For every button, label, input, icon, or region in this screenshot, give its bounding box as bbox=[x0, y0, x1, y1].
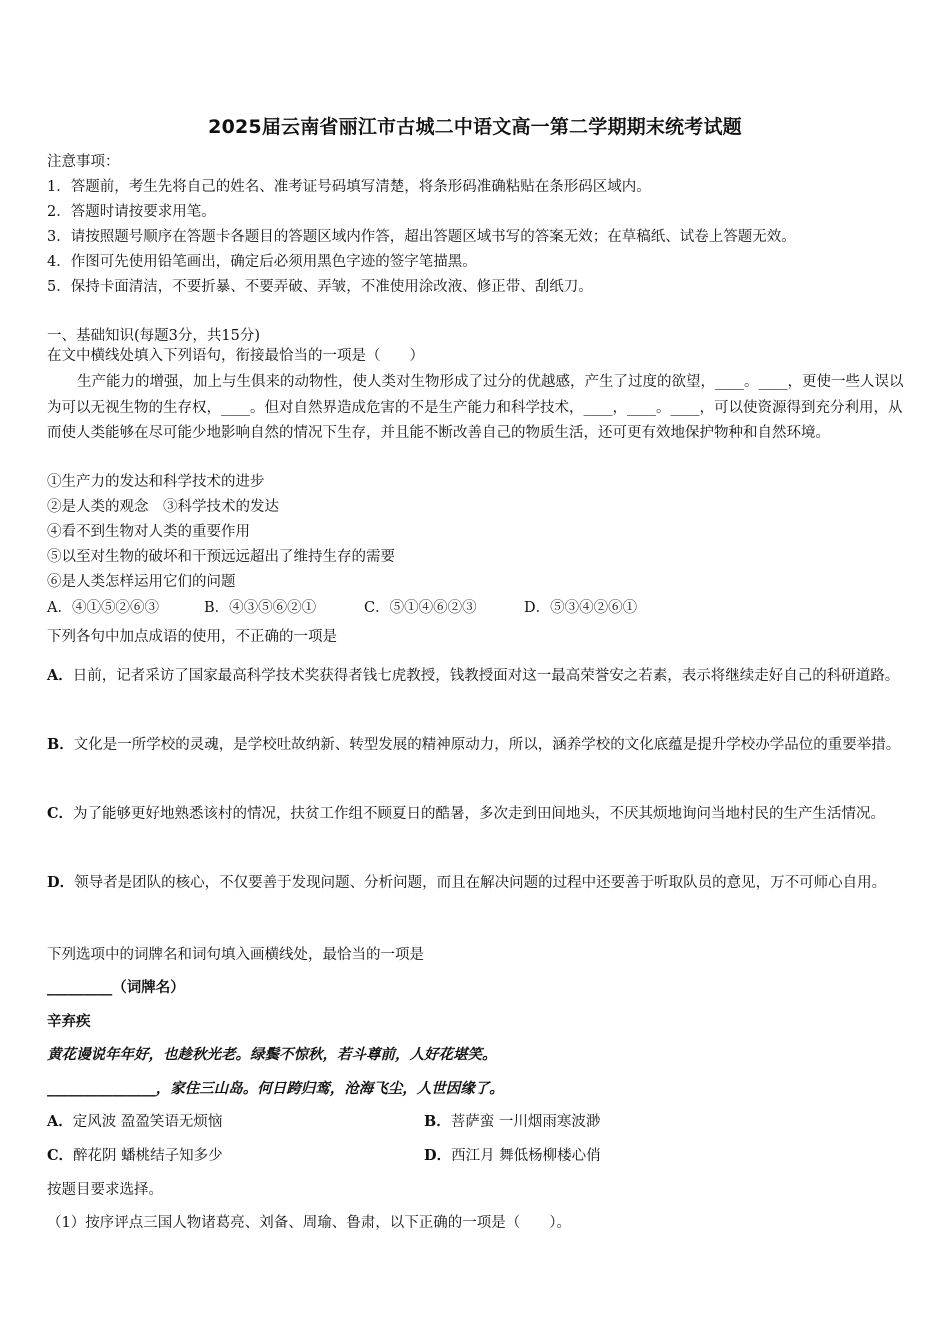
option-a[interactable]: A．定风波 盈盈笑语无烦恼 bbox=[47, 1113, 223, 1130]
question-2-option-b[interactable] bbox=[47, 726, 909, 764]
question-1-stem: 在文中横线处填入下列语句，衔接最恰当的一项是（ ） bbox=[47, 348, 424, 364]
option-label: A． bbox=[47, 667, 73, 684]
option-a[interactable]: A．④①⑤②⑥③ bbox=[47, 600, 159, 616]
option-b[interactable]: B．菩萨蛮 一川烟雨寒波渺 bbox=[424, 1113, 601, 1130]
notice-item: 5．保持卡面清洁，不要折暴、不要弄破、弄皱，不准使用涂改液、修正带、刮纸刀。 bbox=[47, 279, 593, 295]
question-3-verse: _______________，家住三山岛。何日跨归鸾，沧海飞尘，人世因缘了。 bbox=[47, 1080, 504, 1097]
notice-item: 3．请按照题号顺序在答题卡各题目的答题区域内作答，超出答题区域书写的答案无效；在草稿纸、试卷上答题无效。 bbox=[47, 229, 796, 245]
question-1-item: ②是人类的观念 ③科学技术的发达 bbox=[47, 499, 279, 515]
option-text: 文化是一所学校的灵魂，是学校吐故纳新、转型发展的精神原动力，所以，涵养学校的文化底蕴是提升学校办学品位的重要举措。 bbox=[73, 737, 901, 753]
question-4-stem: 按题目要求选择。 bbox=[47, 1182, 163, 1198]
question-2-stem: 下列各句中加点成语的使用，不正确的一项是 bbox=[47, 629, 337, 645]
question-3-options-row bbox=[47, 1113, 907, 1131]
notice-item: 4．作图可先使用铅笔画出，确定后必须用黑色字迹的签字笔描黑。 bbox=[47, 254, 477, 270]
question-2-option-d[interactable] bbox=[47, 864, 909, 902]
question-1-options bbox=[47, 599, 907, 617]
notice-item: 1．答题前，考生先将自己的姓名、准考证号码填写清楚，将条形码准确粘贴在条形码区域内。 bbox=[47, 179, 651, 195]
question-3-verse: 黄花谩说年年好，也趁秋光老。绿鬓不惊秋，若斗尊前，人好花堪笑。 bbox=[47, 1046, 497, 1063]
question-3-tune-blank: _________（词牌名） bbox=[47, 979, 185, 996]
question-2-option-c[interactable] bbox=[47, 795, 909, 833]
question-1-item: ④看不到生物对人类的重要作用 bbox=[47, 524, 250, 540]
option-c[interactable]: C．醉花阴 蟠桃结子知多少 bbox=[47, 1147, 223, 1164]
question-1-item: ⑤以至对生物的破坏和干预远远超出了维持生存的需要 bbox=[47, 549, 395, 565]
section-heading: 一、基础知识(每题3分，共15分) bbox=[47, 328, 260, 344]
question-3-stem: 下列选项中的词牌名和词句填入画横线处，最恰当的一项是 bbox=[47, 947, 424, 963]
option-c[interactable]: C．⑤①④⑥②③ bbox=[364, 600, 477, 616]
option-text: 为了能够更好地熟悉该村的情况，扶贫工作组不顾夏日的酷暑，多次走到田间地头，不厌其烦地询问当地村民的生产生活情况。 bbox=[73, 806, 886, 822]
question-1-item: ⑥是人类怎样运用它们的问题 bbox=[47, 574, 236, 590]
passage-text: 生产能力的增强，加上与生俱来的动物性，使人类对生物形成了过分的优越感，产生了过度的欲望，____。____，更使一些人误以为可以无视生物的生存权，____。但对自然界造成危害的不是生产能力和科学技术，____，____。____，可以使资源得到充分利用，从而使人类能够在尽可能少地影响自然的情况下生存，并且能不断改善自己的物质生活，还可更有效地保护物种和自然环境。 bbox=[47, 374, 904, 441]
question-3-options-row bbox=[47, 1147, 907, 1165]
notice-heading: 注意事项： bbox=[47, 154, 120, 170]
question-3-author: 辛弃疾 bbox=[47, 1013, 91, 1030]
question-2-option-a[interactable] bbox=[47, 657, 909, 695]
option-label: B． bbox=[47, 736, 74, 753]
option-text: 领导者是团队的核心，不仅要善于发现问题、分析问题，而且在解决问题的过程中还要善于听取队员的意见，万不可师心自用。 bbox=[74, 875, 887, 891]
question-4-sub-1: （1）按序评点三国人物诸葛亮、刘备、周瑜、鲁肃，以下正确的一项是（ ）。 bbox=[47, 1215, 571, 1231]
option-b[interactable]: B．④③⑤⑥②① bbox=[204, 600, 317, 616]
option-text: 日前，记者采访了国家最高科学技术奖获得者钱七虎教授，钱教授面对这一最高荣誉安之若素，表示将继续走好自己的科研道路。 bbox=[72, 668, 900, 684]
option-label: D． bbox=[47, 874, 75, 891]
question-1-passage bbox=[47, 370, 909, 447]
notice-item: 2．答题时请按要求用笔。 bbox=[47, 204, 216, 220]
option-d[interactable]: D．⑤③④②⑥① bbox=[524, 600, 638, 616]
option-label: C． bbox=[47, 805, 74, 822]
page-title: 2025届云南省丽江市古城二中语文高一第二学期期末统考试题 bbox=[208, 116, 742, 138]
option-d[interactable]: D．西江月 舞低杨柳楼心俏 bbox=[424, 1147, 601, 1164]
question-1-item: ①生产力的发达和科学技术的进步 bbox=[47, 474, 265, 490]
